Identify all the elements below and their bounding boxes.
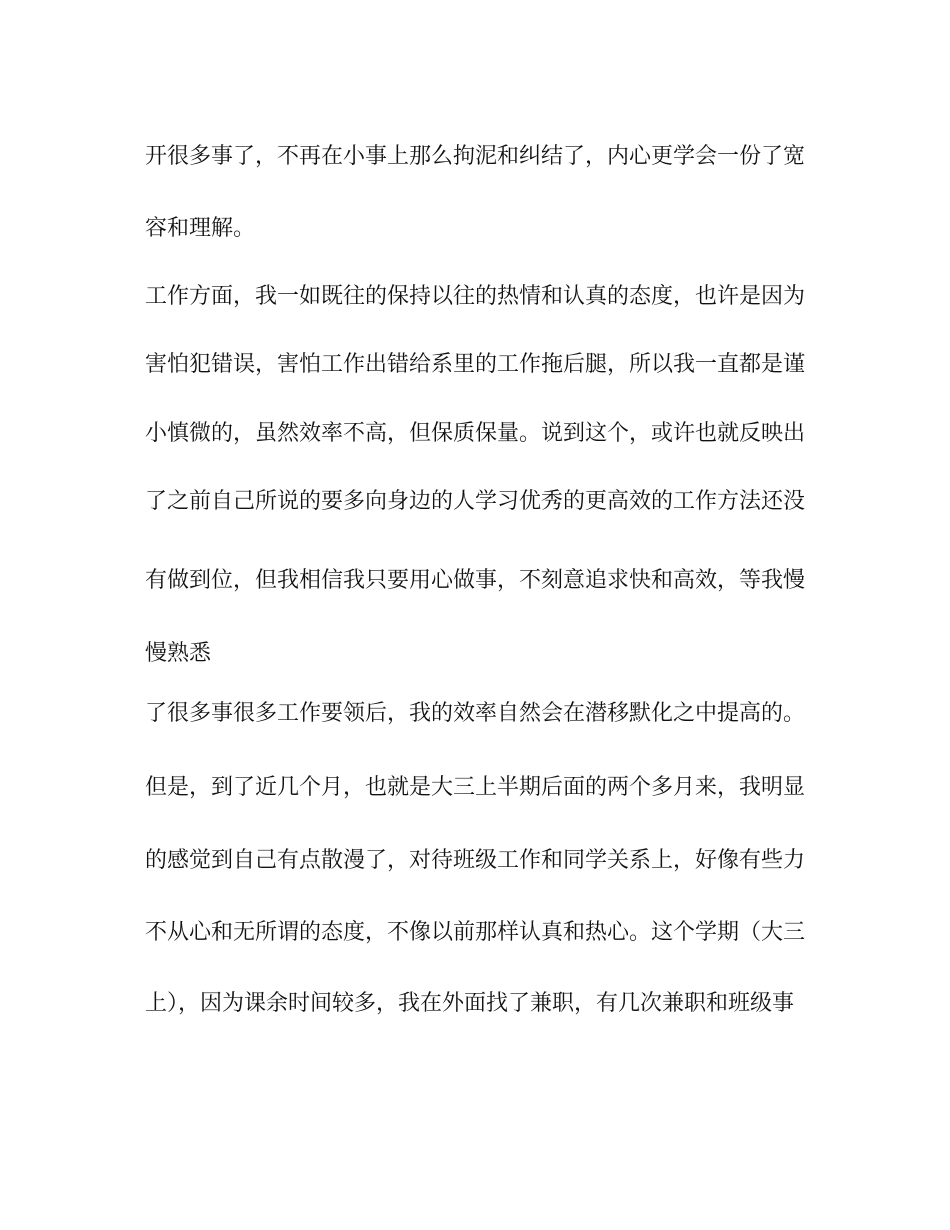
text-line: 害怕犯错误，害怕工作出错给系里的工作拖后腿，所以我一直都是谨 [145, 352, 806, 377]
text-line: 工作方面，我一如既往的保持以往的热情和认真的态度，也许是因为 [145, 284, 806, 309]
text-line: 有做到位，但我相信我只要用心做事，不刻意追求快和高效，等我慢 [145, 568, 806, 593]
text-line: 小慎微的，虽然效率不高，但保质保量。说到这个，或许也就反映出 [145, 421, 806, 446]
text-line: 了之前自己所说的要多向身边的人学习优秀的更高效的工作方法还没 [145, 489, 806, 514]
text-line: 的感觉到自己有点散漫了，对待班级工作和同学关系上，好像有些力 [145, 848, 806, 873]
text-line: 上），因为课余时间较多，我在外面找了兼职，有几次兼职和班级事 [145, 991, 795, 1016]
text-line: 但是，到了近几个月，也就是大三上半期后面的两个多月来，我明显 [145, 775, 806, 800]
text-line: 不从心和无所谓的态度，不像以前那样认真和热心。这个学期（大三 [145, 920, 806, 945]
text-line: 开很多事了，不再在小事上那么拘泥和纠结了，内心更学会一份了宽 [145, 144, 806, 169]
text-line: 容和理解。 [145, 216, 256, 241]
text-line: 了很多事很多工作要领后，我的效率自然会在潜移默化之中提高的。 [145, 701, 806, 726]
text-line: 慢熟悉 [145, 641, 212, 666]
